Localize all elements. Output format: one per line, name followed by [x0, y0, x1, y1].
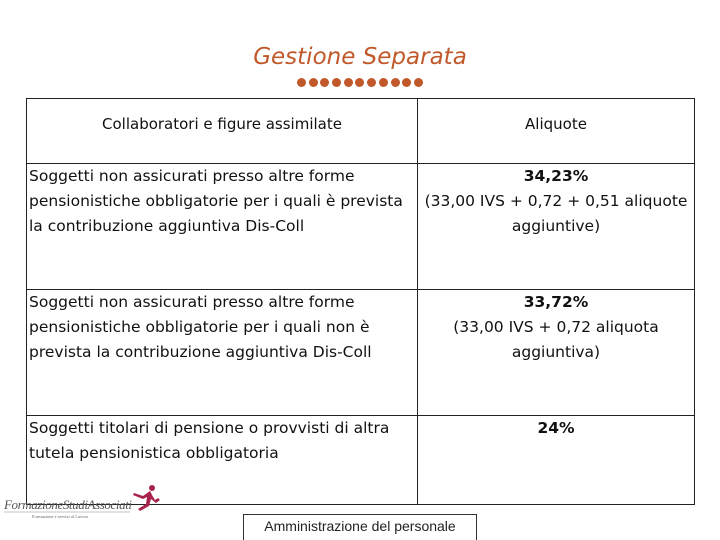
- divider-dot: [332, 78, 341, 87]
- divider-dot: [414, 78, 423, 87]
- rate-detail: (33,00 IVS + 0,72 + 0,51 aliquote aggiuntive): [424, 192, 688, 235]
- table-row: [27, 164, 695, 290]
- header-rates: Aliquote: [418, 99, 695, 164]
- runner-figure-icon: [133, 485, 160, 511]
- row-rate-cell: [418, 290, 695, 416]
- table-header-row: [27, 99, 695, 164]
- svg-text:FormazioneStudiAssociati: FormazioneStudiAssociati: [4, 497, 132, 512]
- svg-text:Formazione e servizi al Lavoro: Formazione e servizi al Lavoro: [32, 514, 89, 519]
- divider-dot: [320, 78, 329, 87]
- divider-dot: [355, 78, 364, 87]
- row-rate-cell: [418, 164, 695, 290]
- contribution-rates-table: [26, 98, 695, 505]
- divider-dot: [379, 78, 388, 87]
- row-rate-cell: [418, 416, 695, 505]
- row-category: Soggetti non assicurati presso altre forme pensionistiche obbligatorie per i quali non è prevista la contribuzione aggiuntiva Dis-Coll: [27, 290, 418, 416]
- divider-dot: [367, 78, 376, 87]
- row-category: Soggetti non assicurati presso altre forme pensionistiche obbligatorie per i quali è prevista la contribuzione aggiuntiva Dis-Coll: [27, 164, 418, 290]
- row-category: Soggetti titolari di pensione o provvisti di altra tutela pensionistica obbligatoria: [27, 416, 418, 505]
- divider-dot: [402, 78, 411, 87]
- divider-dot: [309, 78, 318, 87]
- rate-value: 34,23%: [523, 167, 589, 185]
- footer-label: Amministrazione del personale: [243, 514, 477, 540]
- rate-value: 24%: [537, 419, 575, 437]
- divider-dot: [297, 78, 306, 87]
- divider-dot: [344, 78, 353, 87]
- company-logo: [2, 482, 162, 522]
- rate-detail: (33,00 IVS + 0,72 aliquota aggiuntiva): [453, 318, 659, 361]
- slide-title: Gestione Separata: [253, 44, 467, 70]
- rate-value: 33,72%: [523, 293, 589, 311]
- header-category: Collaboratori e figure assimilate: [27, 99, 418, 164]
- title-dot-divider: [297, 78, 423, 88]
- divider-dot: [391, 78, 400, 87]
- table-row: [27, 290, 695, 416]
